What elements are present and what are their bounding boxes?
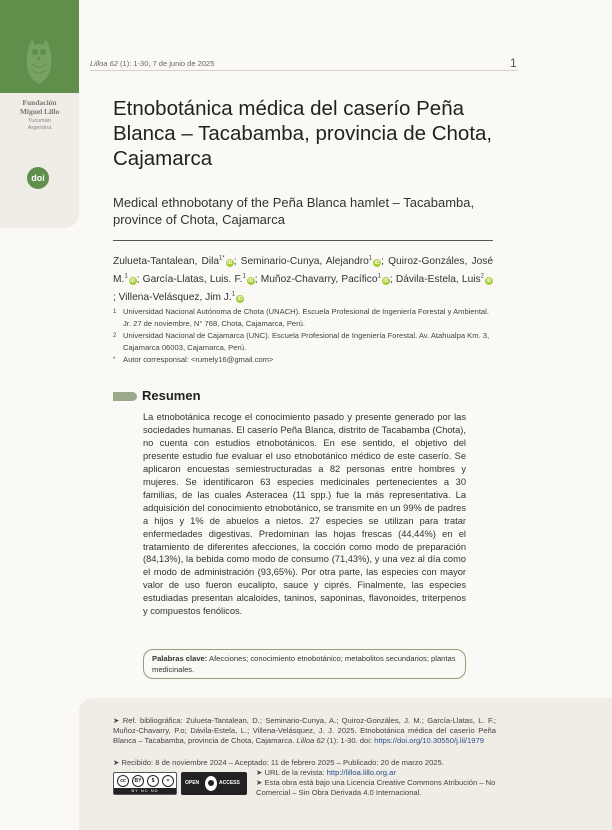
author-affiliation-mark: 1 [377,273,381,280]
owl-logo-icon [23,36,55,86]
author-separator: ; [136,274,143,286]
affiliation-list [113,306,493,366]
header-divider [90,70,518,71]
author-affiliation-mark: 2 [480,273,484,280]
bibliographic-reference: ➤ Ref. bibliográfica: Zulueta-Tantalean, D.; Seminario-Cunya, A.; Quiroz-Gonzáles, J. M.; García-Llatas, L. F.; Muñoz-Chavarry, P.o; Dávila-Estela, L.; Villena-Velásquez, J. J. 2025. Etnobotánica médica del caserío Peña Blanca – Tacabamba, provincia de Chota, Cajamarca. Lilloa 62 (1): 1-30. doi: https://doi.org/10.30550/j.lil/1979 [113,716,496,746]
author-name: Zulueta-Tantalean, Dila [113,256,220,268]
author [261,274,396,285]
author-separator: ; [233,256,241,268]
nc-icon: $ [147,775,159,787]
cc-license-badge[interactable] [113,772,177,795]
nd-icon: = [162,775,174,787]
affiliation-item: 1 Universidad Nacional Autónoma de Chota (UNACH). Escuela Profesional de Ingeniería Forestal y Ambiental. Jr. 27 de noviembre, N° 768, Chota, Cajamarca, Perú. [113,307,489,328]
doi-link[interactable]: https://doi.org/10.30550/j.lil/1979 [374,736,484,746]
affiliation-mark: * [113,357,116,363]
author-affiliation-mark: 1 [242,273,246,280]
journal-url: ➤ URL de la revista: http://lilloa.lillo.org.ar [256,768,396,777]
arrow-icon: ➤ [113,716,120,725]
keywords-label: Palabras clave: [152,654,208,663]
author [143,274,261,285]
orcid-icon[interactable]: iD [248,278,254,285]
cc-label-strip: BY NC ND [114,788,176,794]
author-affiliation-mark: 1 [124,273,128,280]
license-text: ➤ Esta obra está bajo una Licencia Creative Commons Atribución – No Comercial – Sin Obra Derivada 4.0 Internacional. [256,778,496,798]
foundation-location: Tucumán Argentina [27,118,52,131]
author [119,292,244,303]
author-name: García-Llatas, Luis. F. [142,274,243,286]
orcid-icon[interactable]: iD [130,278,136,285]
author-separator: ; [389,274,396,286]
section-marker [113,392,137,401]
author-name: Villena-Velásquez, Jim J. [118,292,232,304]
sidebar-banner [0,0,79,93]
corresponding-author: * Autor corresponsal: <rumely16@gmail.com> [113,355,274,364]
orcid-icon[interactable]: iD [227,260,233,267]
author-name: Muñoz-Chavarry, Pacífico [260,274,378,286]
orcid-icon[interactable]: iD [383,278,389,285]
citation-details: (1): 1-30, 7 de junio de 2025 [117,59,215,68]
title-divider [113,240,493,241]
author-name: Dávila-Estela, Luis [395,274,481,286]
journal-url-link[interactable]: http://lilloa.lillo.org.ar [326,768,396,777]
keywords-box [143,649,466,679]
author [241,256,388,267]
author-affiliation-mark: 1 [368,256,373,262]
article-title: Etnobotánica médica del caserío Peña Blanca – Tacabamba, provincia de Chota, Cajamarca [113,97,493,170]
author-separator: ; [113,292,119,304]
journal-sidebar [0,0,79,228]
affiliation-item: 2 Universidad Nacional de Cajamarca (UNC). Escuela Profesional de Ingeniería Forestal. Av. Atahualpa Km. 3, Cajamarca 06003, Cajamarca, Perú. [113,331,490,352]
author [113,256,241,267]
orcid-icon[interactable]: iD [237,296,243,303]
author-affiliation-mark: 1 [231,291,236,298]
foundation-name: Fundación Miguel Lillo [19,98,60,116]
publication-dates: ➤ Recibido: 8 de noviembre 2024 – Aceptado: 11 de febrero 2025 – Publicado: 20 de marzo 2025. [113,758,444,767]
author-separator: ; [381,256,389,268]
open-access-badge[interactable]: OPEN ACCESS [181,772,247,795]
cc-icon: cc [117,775,129,787]
orcid-icon[interactable]: iD [374,260,380,267]
running-head [90,59,214,68]
keywords-text: Afecciones; conocimiento etnobotánico; metabolitos secundarios; plantas medicinales. [152,654,456,674]
author-name: Quiroz-Gonzáles, José M. [113,256,493,286]
author-list [113,252,493,306]
author-separator: ; [254,274,261,286]
author-name: Seminario-Cunya, Alejandro [240,256,369,268]
by-icon: BY [132,775,144,787]
affiliation-mark: 1 [113,309,117,315]
author-affiliation-mark: 1* [219,256,225,262]
doi-badge-icon[interactable]: doi [27,167,49,189]
orcid-icon[interactable]: iD [486,278,492,285]
abstract-heading: Resumen [142,388,201,403]
abstract-body: La etnobotánica recoge el conocimiento pasado y presente generado por las sociedades humanas. El caserío Peña Blanca, distrito de Tacabamba (Chota), no cuenta con estudios etnobotánicos. En ese sentido, el objetivo del presente estudio fue evaluar el uso etnobotánico médico de este caserío. Se aplicaron encuestas semiestructuradas a 82 personas entre hombres y mujeres. Se identificaron 63 especies medicinales pertenecientes a 30 familias, de las cuales Asteracea (11 spp.) fue la más representativa. La adquisición del conocimiento etnobotánico, se transmite en un 99% de padres a hijos y 1% de abuelos a nietos. 27 especies se utilizan para tratar enfermedades digestivas. Predominan las hojas frescas (44,44%) en el tratamiento de diferentes afecciones, la cocción como modo de preparación (84,13%), la bebida como modo de consumo (71,43%), y una vez al día como el modo de administración (93,65%). Por otra parte, las especies con mayor valor de uso fueron eucalipto, sauce y ciprés. Finalmente, las especies estudiadas presentan alcaloides, taninos, saponinas, flavonoides, triterpenos y compuestos fenólicos. [143,412,466,617]
page-number: 1 [510,56,517,70]
journal-name: Lilloa 62 [90,59,118,68]
open-lock-icon [205,776,217,791]
affiliation-mark: 2 [113,333,117,339]
article-subtitle: Medical ethnobotany of the Peña Blanca hamlet – Tacabamba, province of Chota, Cajamarca [113,195,475,227]
